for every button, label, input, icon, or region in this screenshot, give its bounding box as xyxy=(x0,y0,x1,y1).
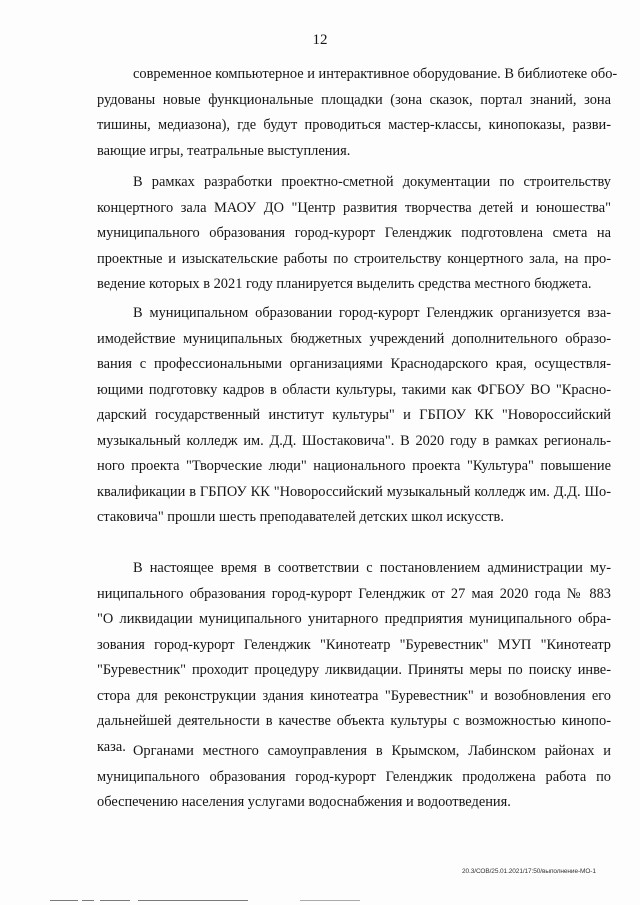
text-line: В настоящее время в соответствии с постановлением администрации му- xyxy=(133,560,611,576)
paragraph-concert-hall xyxy=(97,170,611,298)
text-line: вания с профессиональными организациями Краснодарского края, осуществля- xyxy=(97,356,611,372)
text-line: В муниципальном образовании город-курорт Геленджик организуется вза- xyxy=(133,305,611,321)
text-line: ниципального образования город-курорт Геленджик от 27 мая 2020 года № 883 xyxy=(97,585,611,602)
text-line: Органами местного самоуправления в Крымском, Лабинском районах и xyxy=(133,743,611,759)
text-line: дальнейшей деятельности в качестве объекта культуры с возможностью кинопо- xyxy=(97,713,611,729)
text-line: ведение которых в 2021 году планируется выделить средства местного бюджета. xyxy=(97,276,592,292)
text-line: квалификации в ГБПОУ КК "Новороссийский музыкальный колледж им. Д.Д. Шо- xyxy=(97,483,611,500)
paragraph-library xyxy=(97,62,618,164)
paragraph-education-cooperation xyxy=(97,301,611,531)
text-line: ного проекта "Творческие люди" национального проекта "Культура" повышение xyxy=(97,458,611,474)
paragraph-water-supply xyxy=(97,739,611,816)
text-line: музыкальный колледж им. Д.Д. Шостаковича". В 2020 году в рамках региональ- xyxy=(97,432,611,449)
text-line: современное компьютерное и интерактивное оборудование. В библиотеке обо- xyxy=(133,66,618,82)
scan-edge-marks xyxy=(0,899,640,903)
text-line: стаковича" прошли шесть преподавателей детских школ искусств. xyxy=(97,509,504,525)
text-line: обеспечению населения услугами водоснабжения и водоотведения. xyxy=(97,794,511,810)
text-line: муниципального образования город-курорт Геленджик подготовлена смета на xyxy=(97,225,611,241)
text-line: "Буревестник" проходит процедуру ликвидации. Приняты меры по поиску инве- xyxy=(97,662,611,678)
text-line: каза. xyxy=(97,738,126,755)
page-number: 12 xyxy=(312,32,328,48)
text-line: муниципального образования город-курорт Геленджик продолжена работа по xyxy=(97,768,611,785)
text-line: "О ликвидации муниципального унитарного предприятия муниципального обра- xyxy=(97,611,611,627)
text-line: концертного зала МАОУ ДО "Центр развития творчества детей и юношества" xyxy=(97,199,611,216)
text-line: стора для реконструкции здания кинотеатра "Буревестник" и возобновления его xyxy=(97,687,611,704)
text-line: проектные и изыскательские работы по строительству концертного зала, на про- xyxy=(97,250,611,267)
text-line: тишины, медиазона), где будут проводиться мастер-классы, кинопоказы, разви- xyxy=(97,117,611,133)
document-footer-code: 20.3/СОВ/25.01.2021/17:50/выполнение-МО-1 xyxy=(462,868,596,875)
text-line: зования город-курорт Геленджик "Кинотеатр "Буревестник" МУП "Кинотеатр xyxy=(97,636,611,653)
text-line: вающие игры, театральные выступления. xyxy=(97,142,351,159)
text-line: рудованы новые функциональные площадки (зона сказок, портал знаний, зона xyxy=(97,91,611,108)
text-line: дарский государственный институт культуры" и ГБПОУ КК "Новороссийский xyxy=(97,407,611,423)
paragraph-cinema-liquidation xyxy=(97,556,611,760)
text-line: имодействие муниципальных бюджетных учреждений дополнительного образо- xyxy=(97,330,611,347)
text-line: В рамках разработки проектно-сметной документации по строительству xyxy=(133,174,611,190)
text-line: ющими подготовку кадров в области культуры, такими как ФГБОУ ВО "Красно- xyxy=(97,381,611,398)
